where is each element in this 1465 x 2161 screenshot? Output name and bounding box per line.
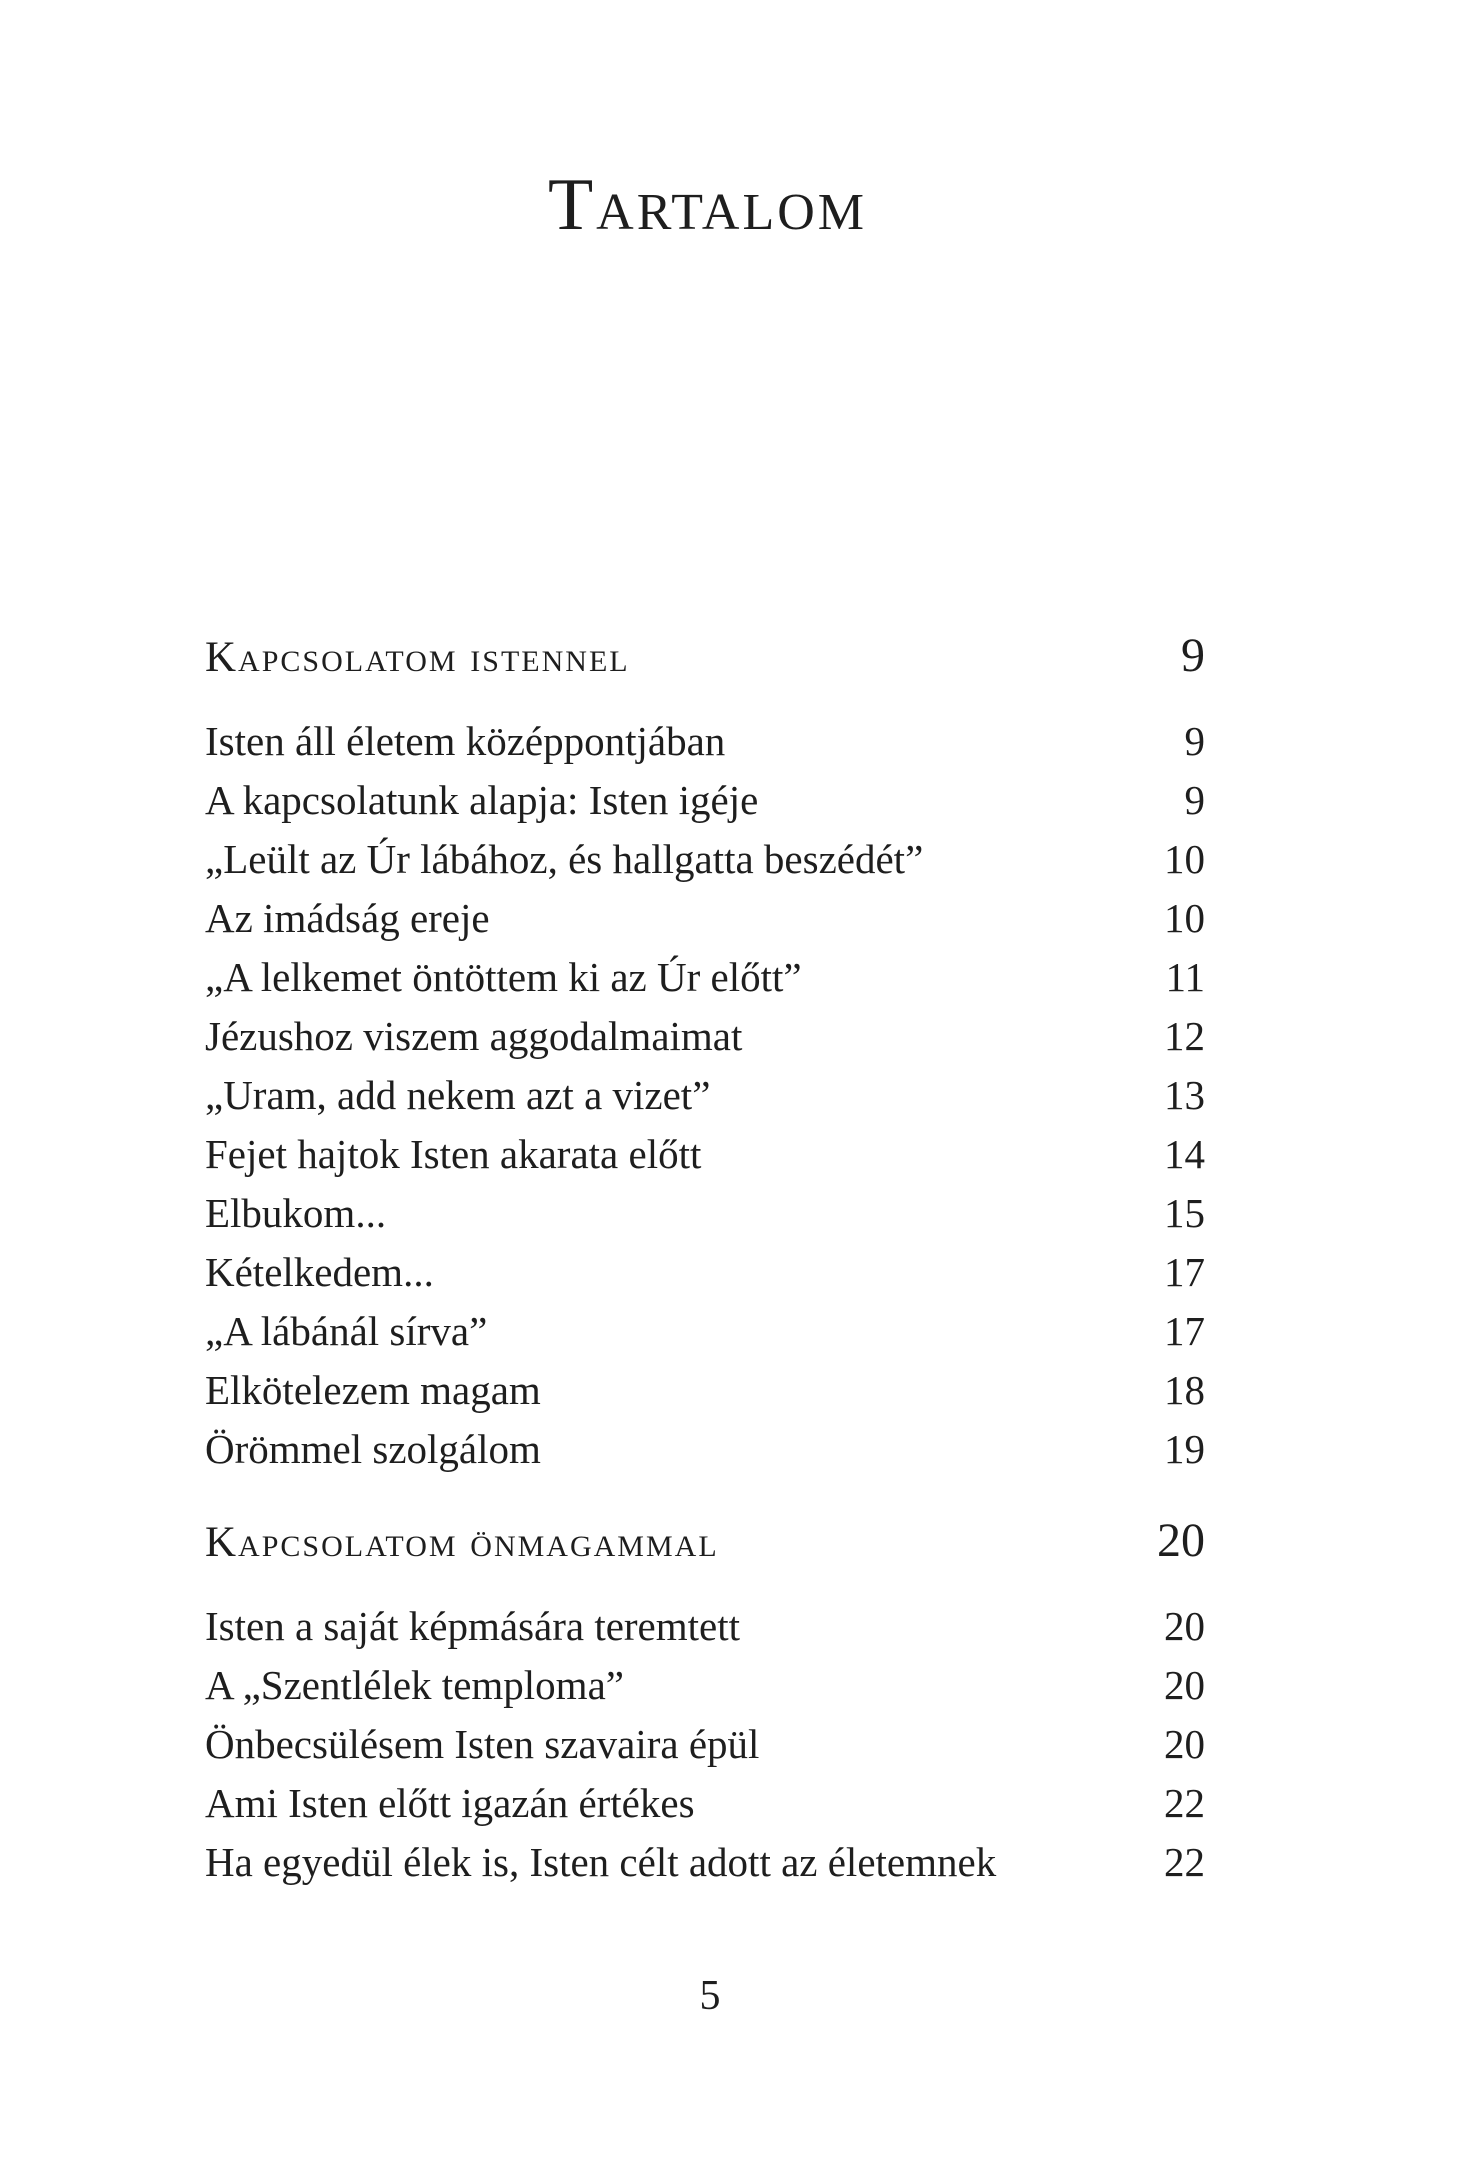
toc-entry[interactable]: [205, 1715, 1205, 1774]
toc-entry[interactable]: [205, 1774, 1205, 1833]
toc-entry-title: Ha egyedül élek is, Isten célt adott az életemnek: [205, 1839, 997, 1885]
toc-entry-page: 11: [1165, 954, 1205, 1000]
table-of-contents: [205, 628, 1205, 1892]
section-heading[interactable]: [205, 1513, 1205, 1569]
toc-entry[interactable]: [205, 1302, 1205, 1361]
toc-entry-page: 20: [1164, 1603, 1205, 1649]
toc-entry-page: 18: [1164, 1367, 1205, 1413]
toc-entry-page: 12: [1164, 1013, 1205, 1059]
toc-entry-page: 10: [1164, 895, 1205, 941]
toc-entry-title: A kapcsolatunk alapja: Isten igéje: [205, 777, 759, 823]
toc-entry-page: 15: [1164, 1190, 1205, 1236]
toc-entry-title: A „Szentlélek temploma”: [205, 1662, 624, 1708]
page-title: Tartalom: [547, 164, 868, 246]
toc-entry[interactable]: [205, 1833, 1205, 1892]
toc-entry[interactable]: [205, 1066, 1205, 1125]
section-heading-page: 9: [1181, 629, 1205, 682]
toc-entry[interactable]: [205, 712, 1205, 771]
section-heading-page: 20: [1157, 1514, 1205, 1567]
toc-entry-title: „Uram, add nekem azt a vizet”: [205, 1072, 711, 1118]
toc-entry-title: Elbukom...: [205, 1190, 387, 1236]
toc-entry-page: 22: [1164, 1839, 1205, 1885]
section-heading-label: Kapcsolatom önmagammal: [205, 1519, 719, 1566]
section-heading[interactable]: [205, 628, 1205, 684]
toc-entry-title: Jézushoz viszem aggodalmaimat: [205, 1013, 743, 1059]
toc-entry-title: „A lelkemet öntöttem ki az Úr előtt”: [205, 954, 802, 1000]
toc-entry-page: 13: [1164, 1072, 1205, 1118]
toc-entry-page: 17: [1164, 1308, 1205, 1354]
toc-entry[interactable]: [205, 1420, 1205, 1479]
toc-entry-title: Ami Isten előtt igazán értékes: [205, 1780, 695, 1826]
toc-entry[interactable]: [205, 1007, 1205, 1066]
toc-entry-list: [205, 1597, 1205, 1892]
toc-entry[interactable]: [205, 948, 1205, 1007]
toc-entry-title: Kételkedem...: [205, 1249, 434, 1295]
toc-entry[interactable]: [205, 1361, 1205, 1420]
toc-entry[interactable]: [205, 889, 1205, 948]
toc-entry-list: [205, 712, 1205, 1479]
toc-entry[interactable]: [205, 1597, 1205, 1656]
toc-entry-page: 9: [1184, 777, 1205, 823]
toc-entry-page: 22: [1164, 1780, 1205, 1826]
toc-entry-title: Önbecsülésem Isten szavaira épül: [205, 1721, 760, 1767]
toc-entry[interactable]: [205, 1243, 1205, 1302]
toc-entry-page: 20: [1164, 1662, 1205, 1708]
toc-entry-page: 10: [1164, 836, 1205, 882]
toc-entry-title: Isten a saját képmására teremtett: [205, 1603, 741, 1649]
toc-entry-title: „A lábánál sírva”: [205, 1308, 488, 1354]
toc-entry-title: Fejet hajtok Isten akarata előtt: [205, 1131, 702, 1177]
toc-entry[interactable]: [205, 830, 1205, 889]
toc-entry-title: Örömmel szolgálom: [205, 1426, 541, 1472]
toc-entry-page: 14: [1164, 1131, 1205, 1177]
toc-entry-title: Elkötelezem magam: [205, 1367, 541, 1413]
toc-entry[interactable]: [205, 1125, 1205, 1184]
toc-section-kapcsolatom-onmagammal: [205, 1513, 1205, 1892]
toc-entry-page: 9: [1184, 718, 1205, 764]
page-number: 5: [699, 1973, 721, 2019]
toc-entry[interactable]: [205, 771, 1205, 830]
toc-entry-page: 20: [1164, 1721, 1205, 1767]
toc-entry-page: 17: [1164, 1249, 1205, 1295]
toc-entry[interactable]: [205, 1184, 1205, 1243]
toc-entry[interactable]: [205, 1656, 1205, 1715]
section-heading-label: Kapcsolatom istennel: [205, 634, 630, 681]
toc-entry-title: „Leült az Úr lábához, és hallgatta beszédét”: [205, 836, 924, 882]
toc-section-kapcsolatom-istennel: [205, 628, 1205, 1479]
toc-entry-title: Isten áll életem középpontjában: [205, 718, 726, 764]
toc-entry-page: 19: [1164, 1426, 1205, 1472]
toc-entry-title: Az imádság ereje: [205, 895, 490, 941]
